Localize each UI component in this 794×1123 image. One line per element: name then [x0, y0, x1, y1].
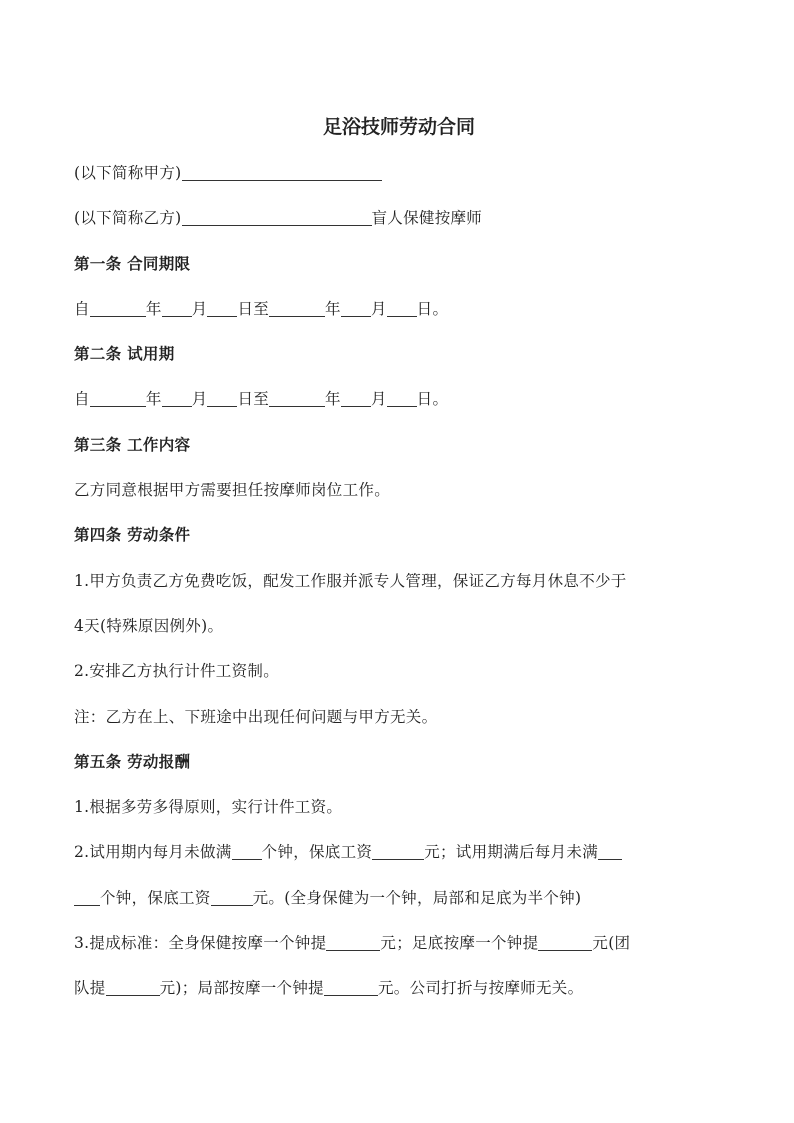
paragraph-text: 日。: [416, 299, 449, 318]
fill-in-blank[interactable]: [162, 298, 192, 317]
fill-in-blank[interactable]: [74, 887, 100, 906]
paragraph-text: 第四条 劳动条件: [74, 525, 191, 545]
paragraph-text: 月: [370, 390, 387, 409]
fill-in-blank[interactable]: [269, 388, 325, 407]
paragraph: [74, 564, 724, 609]
paragraph-text: 个钟，保底工资: [261, 843, 373, 862]
paragraph-text: 月: [191, 299, 208, 318]
fill-in-blank[interactable]: [341, 388, 371, 407]
fill-in-blank[interactable]: [90, 388, 146, 407]
section-heading: [74, 745, 724, 790]
fill-in-blank[interactable]: [326, 932, 380, 951]
paragraph-text: 元。公司打折与按摩师无关。: [377, 979, 584, 998]
paragraph: [74, 790, 724, 835]
paragraph: [74, 971, 724, 1016]
paragraph-text: 元；试用期满后每月未满: [424, 843, 599, 862]
paragraph-text: 自: [74, 299, 90, 318]
fill-in-blank[interactable]: [182, 207, 372, 226]
fill-in-blank[interactable]: [269, 298, 325, 317]
paragraph-text: 1.根据多劳多得原则，实行计件工资。: [74, 798, 343, 817]
paragraph-text: 个钟，保底工资: [100, 888, 211, 907]
paragraph-text: 元；足底按摩一个钟提: [380, 934, 539, 953]
fill-in-blank[interactable]: [211, 887, 253, 906]
paragraph-text: 1.甲方负责乙方免费吃饭，配发工作服并派专人管理，保证乙方每月休息不少于: [74, 571, 627, 590]
paragraph-text: 注：乙方在上、下班途中出现任何问题与甲方无关。: [74, 707, 438, 726]
fill-in-blank[interactable]: [182, 162, 382, 181]
paragraph-text: 年: [145, 390, 162, 409]
paragraph: [74, 926, 724, 971]
fill-in-blank[interactable]: [387, 298, 417, 317]
paragraph-text: 乙方同意根据甲方需要担任按摩师岗位工作。: [74, 481, 391, 500]
section-heading: [74, 518, 724, 563]
paragraph-text: 第二条 试用期: [74, 344, 175, 364]
paragraph: [74, 835, 724, 880]
fill-in-blank[interactable]: [90, 298, 146, 317]
document-body: [74, 156, 724, 1017]
fill-in-blank[interactable]: [207, 388, 237, 407]
paragraph-text: 日至: [237, 390, 270, 409]
paragraph: [74, 201, 724, 246]
fill-in-blank[interactable]: [387, 388, 417, 407]
section-heading: [74, 247, 724, 292]
paragraph-text: 年: [325, 390, 341, 409]
paragraph-text: 4天(特殊原因例外)。: [74, 616, 224, 635]
document-title: 足浴技师劳动合同: [322, 116, 475, 138]
paragraph: [74, 700, 724, 745]
paragraph-text: 月: [191, 390, 208, 409]
paragraph-text: 第一条 合同期限: [74, 253, 191, 273]
paragraph-text: 元(团: [592, 934, 631, 953]
paragraph-text: 月: [370, 299, 387, 318]
paragraph-text: 2.试用期内每月未做满: [74, 843, 232, 862]
paragraph-text: 2.安排乙方执行计件工资制。: [74, 662, 279, 681]
section-heading: [74, 428, 724, 473]
paragraph-text: 年: [325, 299, 341, 318]
paragraph-text: 盲人保健按摩师: [371, 209, 483, 228]
document-page: [74, 110, 724, 1017]
paragraph-text: 自: [74, 390, 90, 409]
paragraph: [74, 156, 724, 201]
paragraph-text: 3.提成标准：全身保健按摩一个钟提: [74, 934, 327, 953]
fill-in-blank[interactable]: [372, 841, 424, 860]
fill-in-blank[interactable]: [232, 841, 262, 860]
fill-in-blank[interactable]: [598, 841, 622, 860]
paragraph: [74, 473, 724, 518]
fill-in-blank[interactable]: [162, 388, 192, 407]
paragraph: [74, 292, 724, 337]
paragraph-text: (以下简称乙方): [74, 209, 182, 228]
fill-in-blank[interactable]: [341, 298, 371, 317]
paragraph-text: 日至: [237, 299, 270, 318]
paragraph: [74, 382, 724, 427]
paragraph-text: 年: [145, 299, 162, 318]
paragraph-text: 队提: [74, 979, 106, 998]
fill-in-blank[interactable]: [324, 977, 378, 996]
paragraph-text: 第五条 劳动报酬: [74, 751, 191, 771]
paragraph-text: 日。: [416, 390, 449, 409]
paragraph: [74, 654, 724, 699]
paragraph-text: (以下简称甲方): [74, 164, 182, 182]
paragraph-text: 元。(全身保健为一个钟，局部和足底为半个钟): [252, 888, 582, 907]
section-heading: [74, 337, 724, 382]
fill-in-blank[interactable]: [538, 932, 592, 951]
fill-in-blank[interactable]: [207, 298, 237, 317]
fill-in-blank[interactable]: [106, 977, 160, 996]
paragraph-text: 第三条 工作内容: [74, 434, 191, 454]
paragraph-text: 元)；局部按摩一个钟提: [159, 979, 324, 998]
paragraph: [74, 881, 724, 926]
paragraph: [74, 609, 724, 654]
